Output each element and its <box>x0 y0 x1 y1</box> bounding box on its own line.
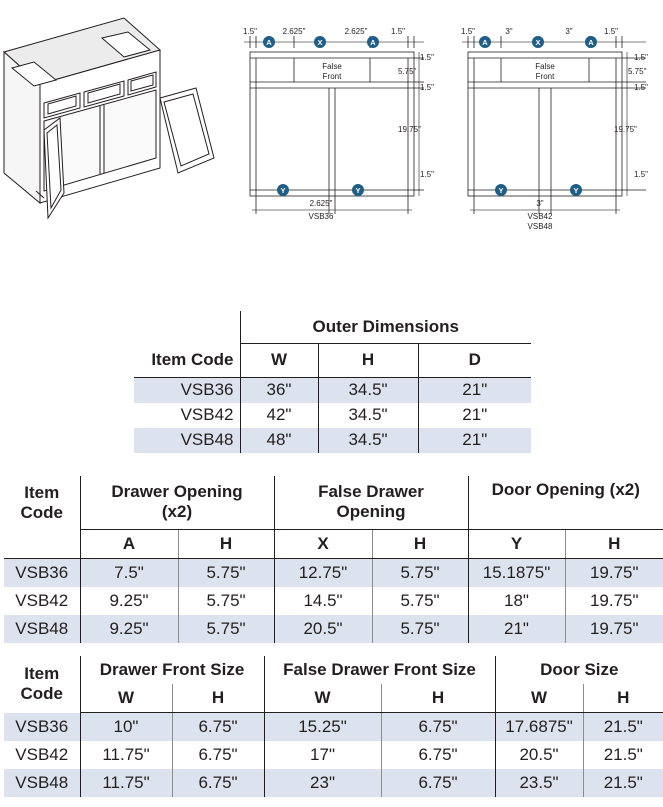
value-cell: 19.75" <box>565 587 663 615</box>
value-cell: 15.1875" <box>468 559 565 588</box>
outer-col-h: H <box>318 344 418 378</box>
table-row <box>4 713 663 742</box>
openings-table <box>4 476 663 643</box>
false-drawer-opening-header-line-2: Opening <box>336 502 406 522</box>
vsb36-marker-a-right-label: A <box>370 38 376 47</box>
vsb36-right-dim-4: 19.75" <box>398 125 421 134</box>
vsb36-right-dim-2: 5.75" <box>398 67 417 76</box>
col-h: H <box>565 530 663 559</box>
value-cell: 5.75" <box>372 559 468 588</box>
item-code-header-line-1: Item <box>24 664 60 684</box>
value-cell: 11.75" <box>80 769 172 797</box>
item-code-header-line-2: Code <box>20 503 63 522</box>
table-row <box>4 741 663 769</box>
vsb42-right-dim-1: 1.5" <box>634 53 648 62</box>
vsb42-right-dim-2: 5.75" <box>628 67 647 76</box>
outer-col-d: D <box>418 344 531 378</box>
door-opening-header: Door Opening (x2) <box>468 476 663 529</box>
value-cell: 21" <box>418 377 531 403</box>
table-row <box>4 587 663 615</box>
item-code-header-line-2: Code <box>20 684 63 704</box>
value-cell: 12.75" <box>274 559 372 588</box>
vsb36-front-elevation <box>238 22 434 227</box>
value-cell: 21" <box>468 615 565 643</box>
value-cell: 6.75" <box>172 741 264 769</box>
col-h: H <box>583 684 663 713</box>
value-cell: 48" <box>240 428 318 453</box>
door-size-header: Door Size <box>495 656 663 684</box>
vsb42-marker-y-left-label: Y <box>498 186 504 195</box>
drawer-opening-header-line-1: Drawer Opening <box>111 482 243 502</box>
item-code-header <box>4 476 80 530</box>
col-w: W <box>495 684 583 713</box>
col-w: W <box>80 684 172 713</box>
value-cell: 5.75" <box>372 615 468 643</box>
vsb42-top-dim-2: 3" <box>505 27 513 36</box>
value-cell: 34.5" <box>318 428 418 453</box>
value-cell: 15.25" <box>264 713 381 742</box>
vsb42-marker-y-right-label: Y <box>573 186 579 195</box>
vsb42-marker-x-label: X <box>535 38 541 47</box>
drawer-opening-header-line-2: (x2) <box>161 502 193 522</box>
vsb42-bottom-dim: 3" <box>536 199 544 208</box>
false-drawer-opening-header <box>274 476 468 529</box>
col-h: H <box>178 530 274 559</box>
value-cell: 21.5" <box>583 741 663 769</box>
vsb36-caption: VSB36 <box>308 212 334 221</box>
value-cell: 17" <box>264 741 381 769</box>
value-cell: 17.6875" <box>495 713 583 742</box>
item-code-cell: VSB36 <box>4 559 80 588</box>
vsb42-right-dim-4: 19.75" <box>614 125 637 134</box>
value-cell: 6.75" <box>381 741 495 769</box>
vsb42-marker-a-right-label: A <box>588 38 594 47</box>
front-sizes-table <box>4 656 663 797</box>
vsb42-vsb48-front-elevation <box>456 22 661 234</box>
value-cell: 9.25" <box>80 587 178 615</box>
item-code-cell: VSB48 <box>4 615 80 643</box>
item-code-cell: VSB36 <box>4 713 80 742</box>
outer-dimensions-table <box>134 311 531 453</box>
vsb36-right-dim-1: 1.5" <box>420 53 434 62</box>
outer-corner-cell <box>134 311 240 344</box>
table-row <box>134 428 531 453</box>
item-code-cell: VSB42 <box>180 405 234 424</box>
vsb42-caption-line-2: VSB48 <box>527 222 553 231</box>
value-cell: 20.5" <box>274 615 372 643</box>
drawer-opening-header <box>80 476 274 529</box>
item-code-cell: VSB48 <box>4 769 80 797</box>
table-row <box>4 559 663 588</box>
vsb36-right-dim-5: 1.5" <box>420 170 434 179</box>
value-cell: 36" <box>240 377 318 403</box>
vsb36-bottom-dim: 2.625" <box>309 199 333 208</box>
value-cell: 7.5" <box>80 559 178 588</box>
item-code-cell: VSB42 <box>15 591 69 610</box>
vsb42-caption-line-1: VSB42 <box>527 212 553 221</box>
value-cell: 5.75" <box>178 615 274 643</box>
vsb36-top-dim-1: 1.5" <box>243 27 257 36</box>
value-cell: 9.25" <box>80 615 178 643</box>
col-h: H <box>381 684 495 713</box>
item-code-header-line-1: Item <box>24 483 60 502</box>
value-cell: 19.75" <box>565 615 663 643</box>
value-cell: 6.75" <box>381 769 495 797</box>
item-code-cell: VSB48 <box>134 428 240 453</box>
vsb36-marker-a-left-label: A <box>266 38 272 47</box>
value-cell: 42" <box>240 403 318 428</box>
col-y: Y <box>468 530 565 559</box>
value-cell: 20.5" <box>495 741 583 769</box>
value-cell: 34.5" <box>318 377 418 403</box>
vsb36-top-dim-4: 1.5" <box>391 27 405 36</box>
table-row <box>4 769 663 797</box>
vsb42-top-dim-4: 1.5" <box>604 27 618 36</box>
value-cell: 19.75" <box>565 559 663 588</box>
item-code-cell: VSB42 <box>15 745 69 764</box>
col-h: H <box>172 684 264 713</box>
vsb42-right-dim-5: 1.5" <box>634 170 648 179</box>
value-cell: 11.75" <box>80 741 172 769</box>
value-cell: 21.5" <box>583 713 663 742</box>
vsb42-top-dim-3: 3" <box>565 27 573 36</box>
value-cell: 21" <box>418 403 531 428</box>
col-w: W <box>264 684 381 713</box>
vsb36-marker-x-label: X <box>317 38 323 47</box>
table-row <box>134 377 531 403</box>
vsb42-false-front-2: Front <box>535 72 555 81</box>
value-cell: 5.75" <box>372 587 468 615</box>
cabinet-isometric-illustration <box>0 8 225 233</box>
false-drawer-opening-header-line-1: False Drawer <box>318 482 424 502</box>
vsb42-top-dim-1: 1.5" <box>461 27 475 36</box>
vsb42-right-dim-3: 1.5" <box>634 83 648 92</box>
value-cell: 14.5" <box>274 587 372 615</box>
value-cell: 23.5" <box>495 769 583 797</box>
vsb36-marker-y-left-label: Y <box>280 186 286 195</box>
item-code-header: Item Code <box>134 344 240 378</box>
value-cell: 6.75" <box>172 713 264 742</box>
drawer-front-size-header: Drawer Front Size <box>80 656 264 684</box>
table-row <box>4 615 663 643</box>
outer-col-w: W <box>240 344 318 378</box>
vsb36-top-dim-3: 2.625" <box>344 27 368 36</box>
value-cell: 18" <box>468 587 565 615</box>
value-cell: 10" <box>80 713 172 742</box>
value-cell: 21.5" <box>583 769 663 797</box>
value-cell: 34.5" <box>318 403 418 428</box>
header-spacer <box>4 530 80 559</box>
vsb36-false-front-2: Front <box>322 72 342 81</box>
outer-dimensions-header: Outer Dimensions <box>240 311 531 344</box>
value-cell: 23" <box>264 769 381 797</box>
vsb36-top-dim-2: 2.625" <box>282 27 306 36</box>
value-cell: 6.75" <box>381 713 495 742</box>
vsb36-right-dim-3: 1.5" <box>420 83 434 92</box>
value-cell: 6.75" <box>172 769 264 797</box>
vsb42-marker-a-left-label: A <box>482 38 488 47</box>
col-x: X <box>274 530 372 559</box>
vsb42-false-front-1: False <box>535 62 555 71</box>
table-row <box>134 403 531 428</box>
item-code-header <box>4 656 80 713</box>
value-cell: 21" <box>418 428 531 453</box>
vsb36-marker-y-right-label: Y <box>355 186 361 195</box>
col-h: H <box>372 530 468 559</box>
value-cell: 5.75" <box>178 559 274 588</box>
value-cell: 5.75" <box>178 587 274 615</box>
false-drawer-front-size-header: False Drawer Front Size <box>264 656 495 684</box>
item-code-cell: VSB36 <box>134 377 240 403</box>
col-a: A <box>80 530 178 559</box>
vsb36-false-front-1: False <box>322 62 342 71</box>
